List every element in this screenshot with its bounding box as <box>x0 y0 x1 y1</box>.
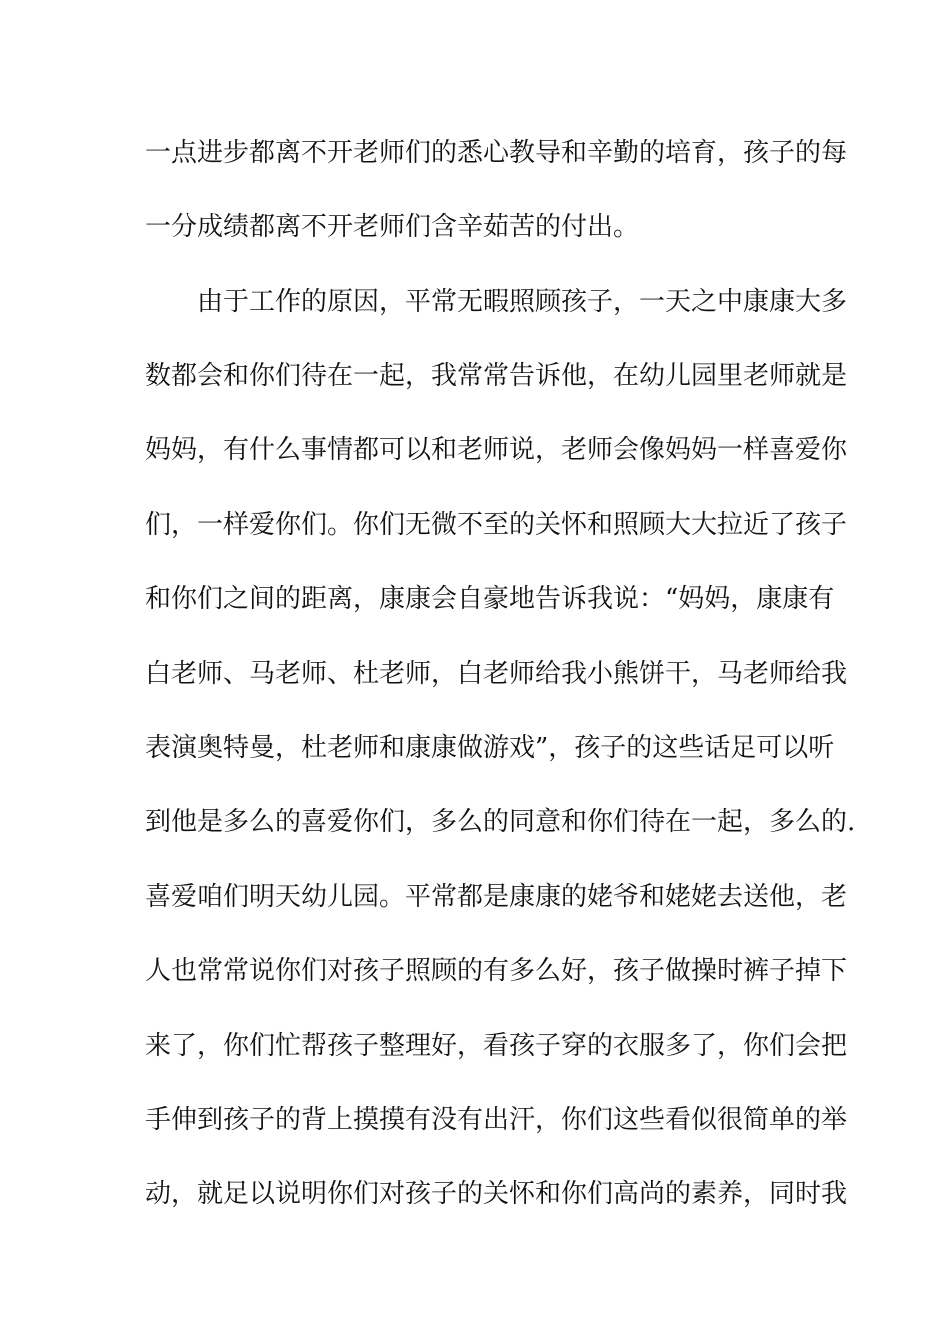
text-line: 数都会和你们待在一起，我常常告诉他，在幼儿园里老师就是 <box>145 361 848 391</box>
text-line: 人也常常说你们对孩子照顾的有多么好，孩子做操时裤子掉下 <box>145 956 848 986</box>
text-line: 和你们之间的距离，康康会自豪地告诉我说：“妈妈，康康有 <box>145 584 835 614</box>
text-line: 喜爱咱们明天幼儿园。平常都是康康的姥爷和姥姥去送他，老 <box>145 882 848 912</box>
text-line: 一点进步都离不开老师们的悉心教导和辛勤的培育，孩子的每 <box>145 138 848 168</box>
text-line: 动，就足以说明你们对孩子的关怀和你们高尚的素养，同时我 <box>145 1179 848 1209</box>
text-line: 一分成绩都离不开老师们含辛茹苦的付出。 <box>145 212 640 242</box>
text-line: 妈妈，有什么事情都可以和老师说，老师会像妈妈一样喜爱你 <box>145 435 848 465</box>
text-line: 由于工作的原因，平常无暇照顾孩子，一天之中康康大多 <box>197 287 848 317</box>
text-line: 表演奥特曼，杜老师和康康做游戏”，孩子的这些话足可以听 <box>145 733 835 763</box>
text-line: 白老师、马老师、杜老师，白老师给我小熊饼干，马老师给我 <box>145 659 848 689</box>
text-line: 手伸到孩子的背上摸摸有没有出汗，你们这些看似很简单的举 <box>145 1105 848 1135</box>
text-line: 来了，你们忙帮孩子整理好，看孩子穿的衣服多了，你们会把 <box>145 1031 848 1061</box>
text-line: 到他是多么的喜爱你们，多么的同意和你们待在一起，多么的. <box>145 807 856 837</box>
text-line: 们，一样爱你们。你们无微不至的关怀和照顾大大拉近了孩子 <box>145 510 848 540</box>
